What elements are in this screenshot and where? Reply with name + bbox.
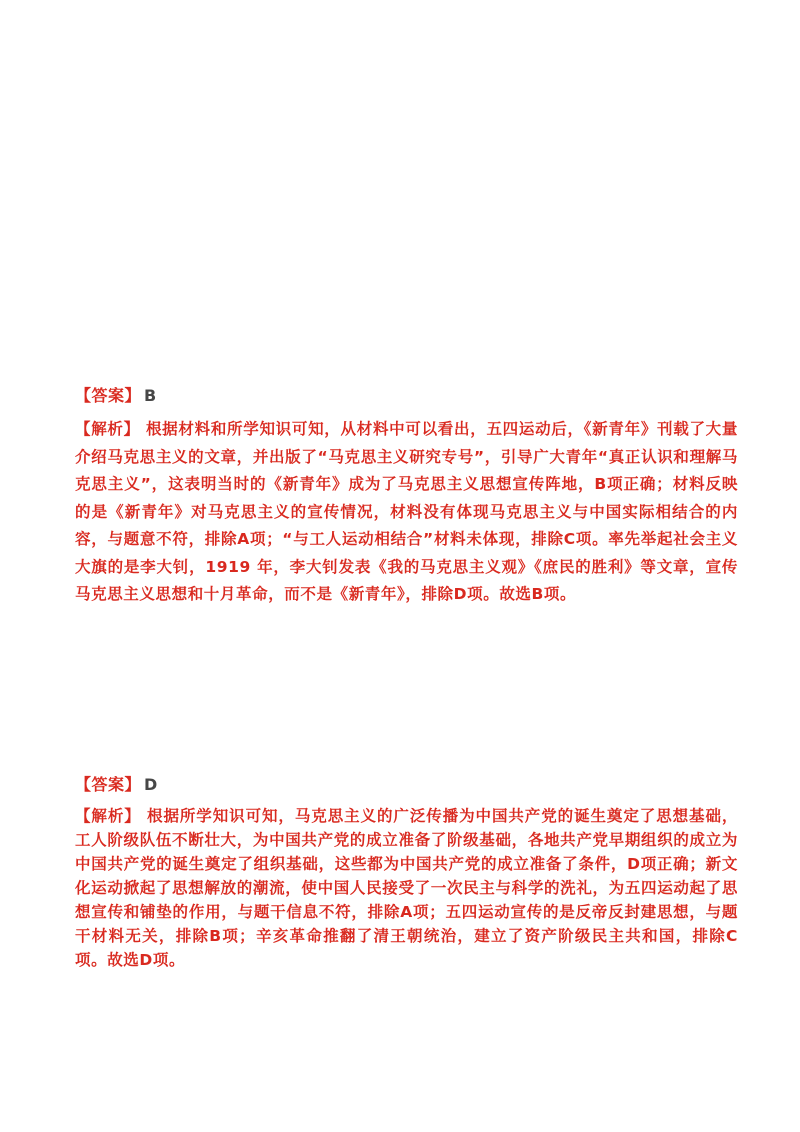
analysis-text-1: 【解析】 根据材料和所学知识可知，从材料中可以看出，五四运动后，《新青年》刊载了大量介绍马克思主义的文章，并出版了“马克思主义研究专号”，引导广大青年“真正认识和理解马克思主义”，这表明当时的《新青年》成为了马克思主义思想宣传阵地，B项正确；材料反映的是《新青年》对马克思主义的宣传情况，材料没有体现马克思主义与中国实际相结合的内容，与题意不符，排除A项；“与工人运动相结合”材料未体现，排除C项。率先举起社会主义大旗的是李大钊，1919 年，李大钊发表《我的马克思主义观》《庶民的胜利》等文章，宣传马克思主义思想和十月革命，而不是《新青年》，排除D项。故选B项。	[75, 420, 738, 603]
answer-label: 【答案】	[75, 775, 142, 794]
answer-letter: D	[144, 775, 158, 794]
answer-line-1	[75, 383, 738, 406]
analysis-text-2: 【解析】 根据所学知识可知，马克思主义的广泛传播为中国共产党的诞生奠定了思想基础，工人阶级队伍不断壮大，为中国共产党的成立准备了阶级基础，各地共产党早期组织的成立为中国共产党的诞生奠定了组织基础，这些都为中国共产党的成立准备了条件，D项正确；新文化运动掀起了思想解放的潮流，使中国人民接受了一次民主与科学的洗礼，为五四运动起了思想宣传和铺垫的作用，与题干信息不符，排除A项；五四运动宣传的是反帝反封建思想，与题干材料无关，排除B项；辛亥革命推翻了清王朝统治，建立了资产阶级民主共和国，排除C项。故选D项。	[75, 807, 738, 969]
answer-label: 【答案】	[75, 386, 142, 405]
answer-block-1	[75, 383, 738, 609]
answer-line-2	[75, 772, 738, 795]
answer-block-2	[75, 772, 738, 972]
answer-letter: B	[144, 386, 157, 405]
